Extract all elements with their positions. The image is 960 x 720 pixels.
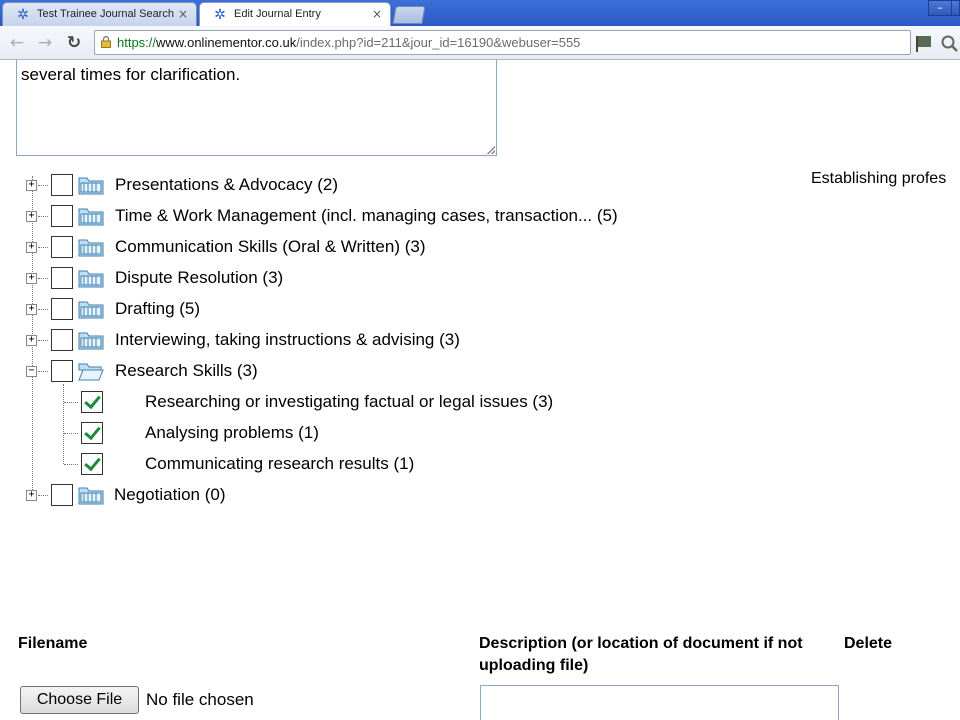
tree-node-communicating-results[interactable] <box>0 453 700 477</box>
tree-guide-line <box>64 402 78 403</box>
reload-icon[interactable]: ↻ <box>66 33 82 53</box>
filename-column-header: Filename <box>18 635 88 652</box>
journal-notes-textarea[interactable] <box>16 60 497 156</box>
no-file-chosen-text: No file chosen <box>146 690 254 709</box>
expand-icon[interactable]: + <box>26 211 37 222</box>
folder-icon <box>78 175 104 195</box>
expand-icon[interactable]: + <box>26 490 37 501</box>
expand-icon[interactable]: + <box>26 180 37 191</box>
expand-icon[interactable]: + <box>26 242 37 253</box>
folder-icon <box>78 330 104 350</box>
node-checkbox[interactable] <box>51 205 73 227</box>
notes-text: several times for clarification. <box>21 65 241 84</box>
url-scheme: https:// <box>117 35 157 50</box>
tree-guide-line <box>38 278 48 279</box>
node-checkbox[interactable] <box>51 329 73 351</box>
page-content <box>0 60 960 720</box>
tree-node-interviewing[interactable] <box>0 329 700 353</box>
tree-node-drafting[interactable] <box>0 298 700 322</box>
tab-close-icon[interactable]: × <box>371 7 382 21</box>
node-checkbox[interactable] <box>81 391 103 413</box>
back-arrow-icon[interactable]: ← <box>9 33 25 53</box>
node-label: Communication Skills (Oral & Written) (3) <box>115 237 426 256</box>
tree-guide-line <box>38 495 48 496</box>
folder-icon <box>78 299 104 319</box>
tree-guide-line <box>38 216 48 217</box>
tree-guide-line <box>64 433 78 434</box>
node-label: Research Skills (3) <box>115 361 258 380</box>
tab-close-icon[interactable]: × <box>177 7 188 21</box>
folder-icon <box>78 237 104 257</box>
tree-node-analysing-problems[interactable] <box>0 422 700 446</box>
new-tab-button[interactable] <box>392 6 425 24</box>
open-folder-icon <box>78 361 104 381</box>
node-checkbox[interactable] <box>81 453 103 475</box>
node-label: Dispute Resolution (3) <box>115 268 284 287</box>
forward-arrow-icon[interactable]: → <box>37 33 53 53</box>
expand-icon[interactable]: + <box>26 335 37 346</box>
resize-grip-icon[interactable] <box>487 146 495 154</box>
node-checkbox[interactable] <box>51 360 73 382</box>
node-label: Time & Work Management (incl. managing cases, transaction... (5) <box>115 206 618 225</box>
address-bar[interactable] <box>94 30 911 55</box>
node-label: Drafting (5) <box>115 299 201 318</box>
folder-icon <box>78 268 104 288</box>
expand-icon[interactable]: + <box>26 304 37 315</box>
node-checkbox[interactable] <box>51 236 73 258</box>
tab-strip <box>0 0 960 26</box>
tree-node-researching-issues[interactable] <box>0 391 700 415</box>
node-label: Presentations & Advocacy (2) <box>115 175 339 194</box>
node-label: Interviewing, taking instructions & advising (3) <box>115 330 460 349</box>
site-favicon-icon: ✲ <box>17 7 29 23</box>
tree-node-presentations-advocacy[interactable] <box>0 174 700 198</box>
expand-icon[interactable]: + <box>26 273 37 284</box>
tab-title: Edit Journal Entry <box>234 8 321 20</box>
collapse-icon[interactable]: − <box>26 366 37 377</box>
tree-guide-line <box>38 247 48 248</box>
tree-node-dispute-resolution[interactable] <box>0 267 700 291</box>
node-checkbox[interactable] <box>51 484 73 506</box>
node-checkbox[interactable] <box>51 174 73 196</box>
tree-guide-line <box>38 185 48 186</box>
folder-icon <box>78 485 104 505</box>
tree-guide-line <box>38 309 48 310</box>
description-input[interactable] <box>480 685 839 720</box>
site-favicon-icon: ✲ <box>214 7 226 23</box>
side-heading: Establishing profes <box>811 170 947 187</box>
tree-node-communication-skills[interactable] <box>0 236 700 260</box>
lock-icon <box>101 36 111 48</box>
node-checkbox[interactable] <box>81 422 103 444</box>
url-text <box>117 35 580 50</box>
maximize-window-button[interactable] <box>951 0 960 16</box>
node-label: Researching or investigating factual or legal issues (3) <box>145 392 554 411</box>
url-path: /index.php?id=211&jour_id=16190&webuser=555 <box>296 35 581 50</box>
choose-file-button[interactable]: Choose File <box>20 686 139 714</box>
node-checkbox[interactable] <box>51 298 73 320</box>
tree-guide-line <box>64 464 78 465</box>
tab-title: Test Trainee Journal Search <box>37 8 174 20</box>
node-checkbox[interactable] <box>51 267 73 289</box>
tree-guide-line <box>38 371 48 372</box>
delete-column-header: Delete <box>844 635 893 652</box>
minimize-window-button[interactable]: – <box>928 0 952 16</box>
url-host: www.onlinementor.co.uk <box>156 35 297 50</box>
tab-trainee-journal-search[interactable] <box>2 2 197 26</box>
node-label: Negotiation (0) <box>114 485 226 504</box>
description-column-header: Description (or location of document if not uploading file) <box>479 635 803 674</box>
flag-icon[interactable] <box>914 34 934 52</box>
browser-toolbar <box>0 26 960 60</box>
node-label: Analysing problems (1) <box>145 423 319 442</box>
node-label: Communicating research results (1) <box>145 454 415 473</box>
folder-icon <box>78 206 104 226</box>
tab-edit-journal-entry[interactable] <box>199 2 391 26</box>
zoom-icon[interactable] <box>940 34 960 52</box>
tree-node-time-work-management[interactable] <box>0 205 700 229</box>
tree-node-negotiation[interactable] <box>0 484 700 508</box>
tree-guide-line <box>38 340 48 341</box>
tree-node-research-skills[interactable] <box>0 360 700 384</box>
